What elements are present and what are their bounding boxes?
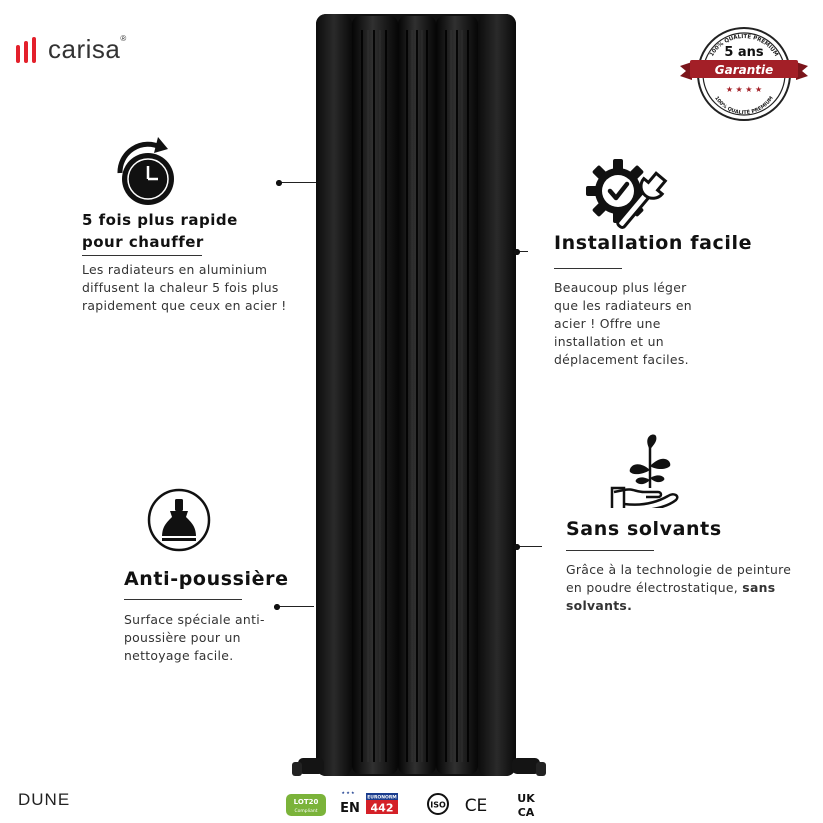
en442-logo — [340, 790, 398, 816]
badge-top-arc: 100% QUALITÉ PREMIUM — [709, 33, 779, 58]
connector-line — [276, 182, 316, 183]
gear-wrench-icon — [584, 155, 670, 231]
feature-solvent-body: Grâce à la technologie de peinture en poudre électrostatique, sans solvants. — [566, 562, 792, 613]
registered-mark: ® — [120, 34, 127, 43]
svg-text:CA: CA — [517, 806, 535, 818]
brand-name: carisa — [48, 34, 121, 64]
ce-logo — [465, 796, 488, 816]
connector-line — [514, 251, 528, 252]
connector-line — [274, 606, 314, 607]
feature-install-body: Beaucoup plus léger que les radiateurs en acier ! Offre une installation et un déplacement faciles. — [554, 280, 692, 367]
svg-text:CE: CE — [464, 796, 488, 816]
brand-logo — [16, 34, 127, 65]
svg-text:442: 442 — [370, 801, 394, 815]
badge-years: 5 ans — [724, 45, 764, 60]
radiator-image — [290, 10, 550, 785]
feature-install-divider — [554, 268, 622, 269]
svg-text:LOT20: LOT20 — [293, 798, 319, 806]
logo-bars-icon — [16, 37, 36, 63]
iso-logo — [428, 794, 448, 814]
clock-refresh-icon — [108, 133, 184, 209]
feature-install-title: Installation facile — [554, 232, 753, 254]
duster-icon — [146, 487, 212, 553]
feature-speed-divider — [82, 255, 202, 256]
svg-text:Compliant: Compliant — [294, 809, 318, 814]
feature-dust-title: Anti-poussière — [124, 568, 289, 590]
certification-logos — [286, 790, 546, 818]
connector-line — [514, 546, 542, 547]
feature-speed-body: Les radiateurs en aluminium diffusent la chaleur 5 fois plus rapidement que ceux en acier ! — [82, 262, 287, 313]
feature-solvent-title: Sans solvants — [566, 518, 722, 540]
model-name: DUNE — [18, 790, 71, 809]
badge-ribbon-text: Garantie — [714, 63, 774, 77]
svg-text:ISO: ISO — [430, 800, 446, 810]
feature-dust-divider — [124, 599, 242, 600]
warranty-badge — [678, 24, 810, 124]
lot20-logo — [286, 794, 326, 816]
feature-solvent-divider — [566, 550, 654, 551]
svg-text:★ ★ ★: ★ ★ ★ — [341, 790, 355, 795]
feature-dust-body: Surface spéciale anti-poussière pour un nettoyage facile. — [124, 612, 265, 663]
badge-bottom-arc: 100% QUALITÉ PREMIUM — [713, 95, 775, 117]
badge-stars: ★ ★ ★ ★ — [725, 85, 763, 94]
svg-text:UK: UK — [517, 792, 535, 805]
svg-text:EN: EN — [340, 801, 360, 816]
hand-plant-icon — [610, 432, 686, 508]
feature-speed-title: 5 fois plus rapide pour chauffer — [82, 211, 238, 251]
feature-solvent-emphasis: sans solvants. — [566, 580, 776, 613]
svg-text:EURONORM: EURONORM — [367, 795, 397, 801]
ukca-logo — [517, 792, 535, 818]
